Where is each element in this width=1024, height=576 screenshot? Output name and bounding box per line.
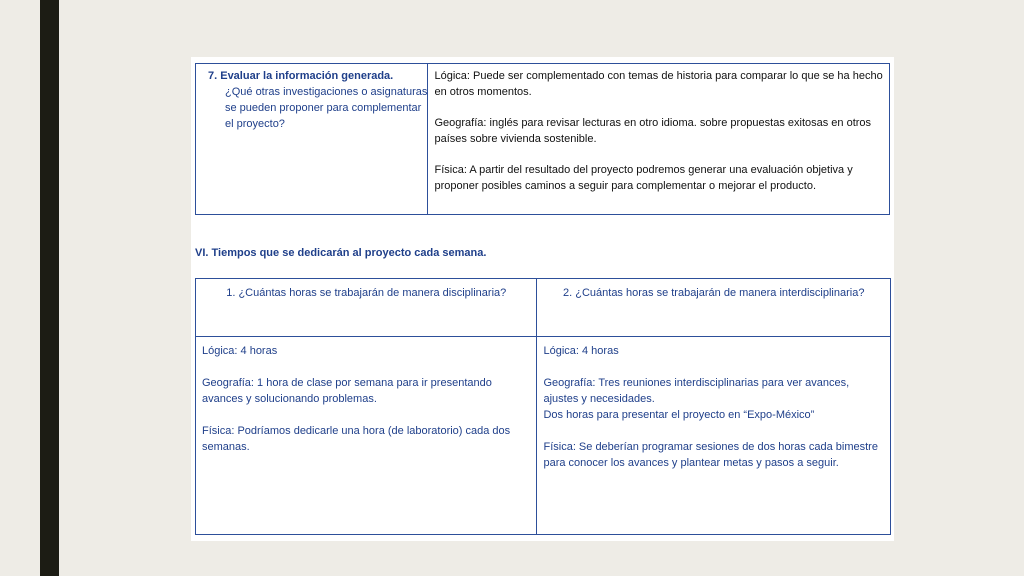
col1-geografia: Geografía: 1 hora de clase por semana para ir presentando avances y solucionando problemas. [202, 377, 492, 405]
answer-geografia: Geografía: inglés para revisar lecturas en otro idioma. sobre propuestas exitosas en otros países sobre vivienda sostenible. [434, 117, 872, 145]
col2-fisica: Física: Se deberían programar sesiones de dos horas cada bimestre para conocer los avances y plantear metas y pasos a seguir. [543, 441, 878, 469]
section7-heading: 7. Evaluar la información generada. [208, 70, 394, 82]
section6-title: VI. Tiempos que se dedicarán al proyecto cada semana. [195, 247, 487, 259]
evaluation-answer-cell [428, 64, 890, 215]
col2-header: 2. ¿Cuántas horas se trabajarán de manera interdisciplinaria? [563, 287, 865, 299]
col2-geografia: Geografía: Tres reuniones interdisciplinarias para ver avances, ajustes y necesidades. [543, 377, 850, 405]
answer-logica: Lógica: Puede ser complementado con temas de historia para comparar lo que se ha hecho en otros momentos. [434, 70, 883, 98]
evaluation-table [195, 63, 890, 215]
hours-header-disciplinary [196, 279, 537, 337]
document-page [191, 57, 894, 541]
section7-question: ¿Qué otras investigaciones o asignaturas se pueden proponer para complementar el proyecto? [225, 86, 428, 130]
col2-logica: Lógica: 4 horas [543, 345, 619, 357]
hours-body-interdisciplinary [537, 337, 891, 535]
col1-header: 1. ¿Cuántas horas se trabajarán de manera disciplinaria? [226, 287, 507, 299]
col1-fisica: Física: Podríamos dedicarle una hora (de laboratorio) cada dos semanas. [202, 425, 511, 453]
evaluation-question-cell [196, 64, 428, 215]
col2-expo: Dos horas para presentar el proyecto en “Expo-México” [543, 409, 815, 421]
hours-header-interdisciplinary [537, 279, 891, 337]
hours-table [195, 278, 891, 535]
answer-fisica: Física: A partir del resultado del proyecto podremos generar una evaluación objetiva y proponer posibles caminos a seguir para complementar o mejorar el producto. [434, 164, 853, 192]
col1-logica: Lógica: 4 horas [202, 345, 278, 357]
slide-left-bar [40, 0, 59, 576]
hours-body-disciplinary [196, 337, 537, 535]
